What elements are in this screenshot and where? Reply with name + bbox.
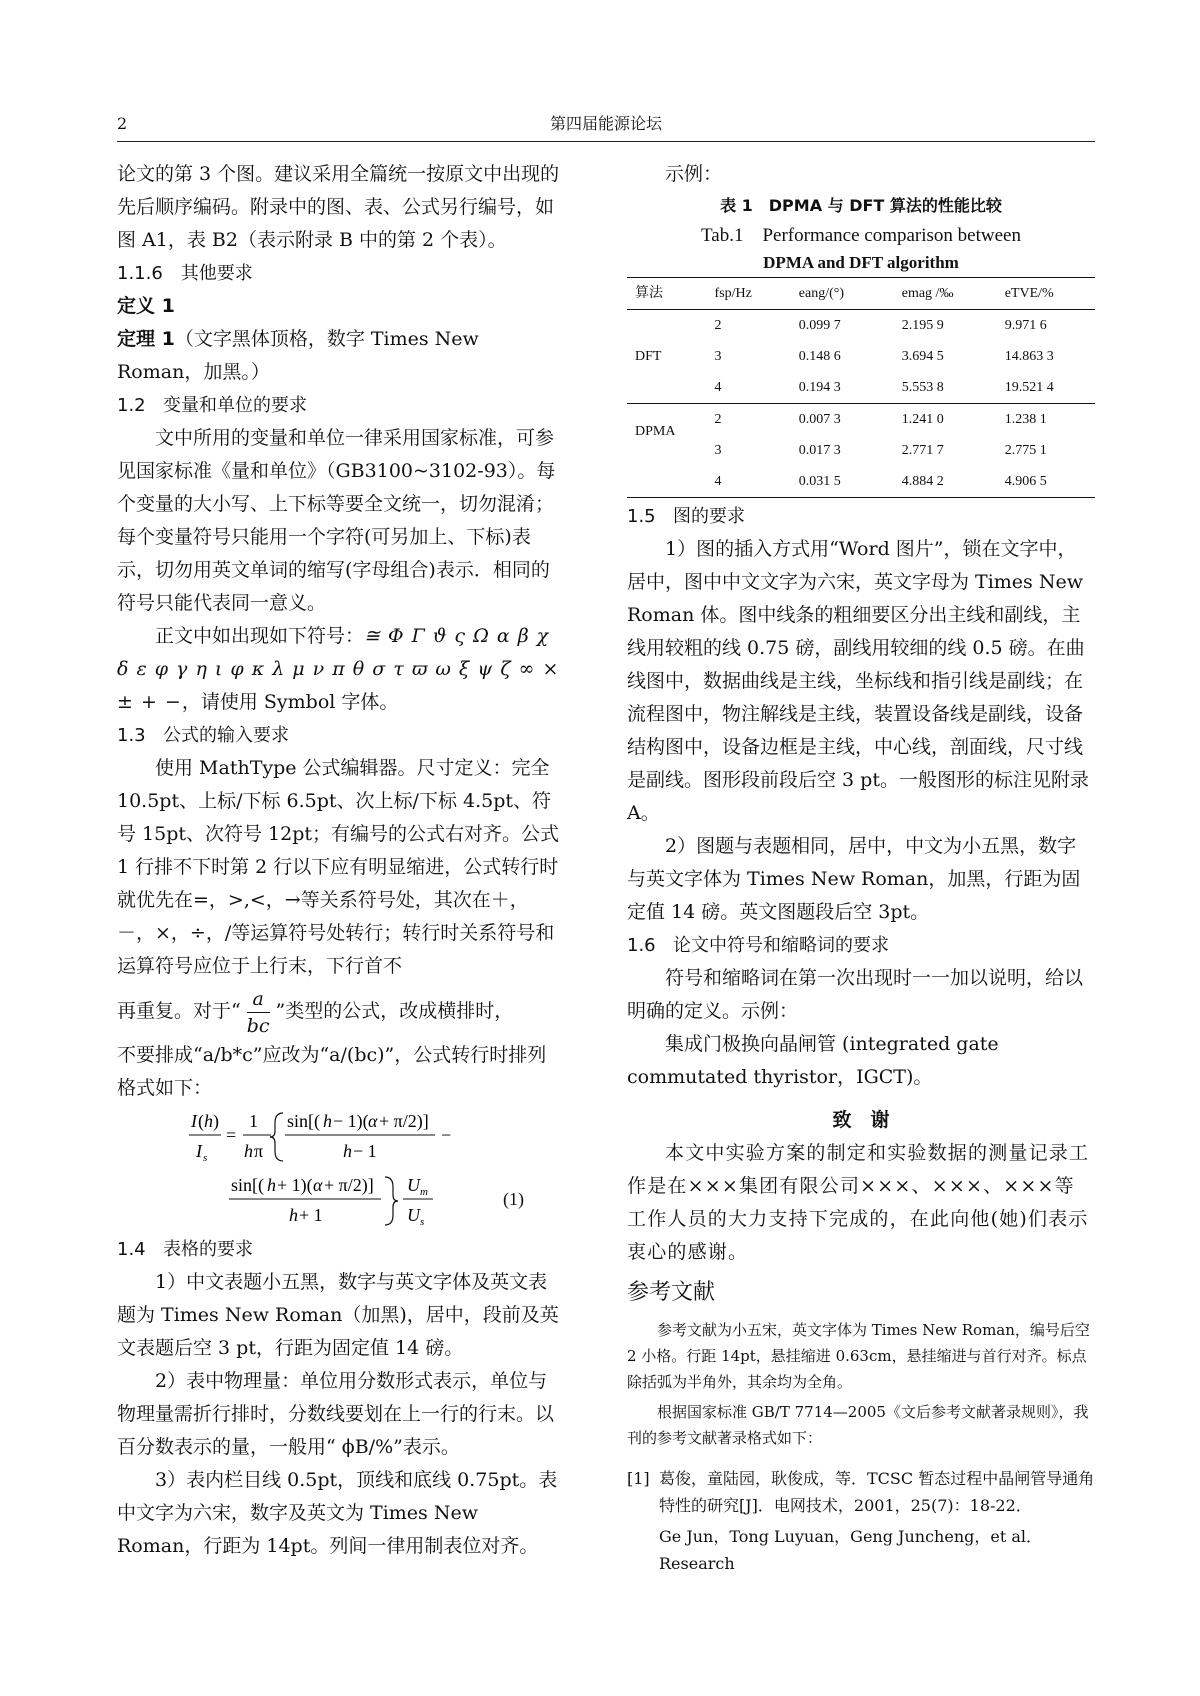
svg-text:− 1)(: − 1)( bbox=[333, 1111, 369, 1131]
table-cell: 4.884 2 bbox=[894, 466, 997, 498]
paragraph: 使用 MathType 公式编辑器。尺寸定义：完全 10.5pt、上标/下标 6.5pt、次上标/下标 4.5pt、符号 15pt、次符号 12pt；有编号的公式右对齐。公式 1 行排不下时第 2 行以下应有明显缩进，公式转行时就优先在=，>,<，→等关系符号处，其次在＋，－，×，÷，/等运算符号处转行；转行时关系符号和运算符号应位于上行末，下行首不 bbox=[117, 757, 560, 977]
table-cell: 0.148 6 bbox=[798, 349, 841, 364]
table-cell-group: DFT bbox=[627, 310, 707, 404]
fraction-paragraph bbox=[117, 983, 564, 1039]
paragraph: 集成门极换向晶闸管 (integrated gate commutated thyristor，IGCT)。 bbox=[627, 1033, 999, 1088]
table-cell: 19.521 4 bbox=[997, 372, 1095, 404]
table-cell: 4.906 5 bbox=[997, 466, 1095, 498]
table-row bbox=[627, 404, 1095, 436]
svg-text:sin[(: sin[( bbox=[231, 1175, 264, 1195]
equation-number: (1) bbox=[503, 1189, 524, 1209]
svg-text:+ 1: + 1 bbox=[299, 1205, 323, 1225]
theorem-text: （文字黑体顶格，数字 Times New Roman，加黑。） bbox=[117, 328, 479, 383]
table-caption-en-2: DPMA and DFT algorithm bbox=[763, 253, 959, 272]
section-title: 论文中符号和缩略词的要求 bbox=[673, 935, 889, 956]
references-note: 参考文献为小五宋，英文字体为 Times New Roman，编号后空 2 小格。行距 14pt，悬挂缩进 0.63cm，悬挂缩进与首行对齐。标点除括弧为半角外，其余均为全角。 bbox=[627, 1321, 1090, 1391]
svg-text:m: m bbox=[420, 1186, 428, 1198]
reference-text: 葛俊，童陆园，耿俊成，等．TCSC 暂态过程中晶闸管导通角特性的研究[J]．电网技术，2001，25(7)：18-22． bbox=[659, 1469, 1095, 1515]
paragraph: 不要排成“a/b*c”应改为“a/(bc)”，公式转行时排列格式如下： bbox=[117, 1044, 547, 1099]
svg-text:U: U bbox=[407, 1175, 420, 1195]
table-cell-group: DPMA bbox=[627, 404, 707, 498]
table-cell: 2 bbox=[714, 318, 722, 333]
reference-item bbox=[627, 1465, 1095, 1519]
acknowledgement-title: 致 谢 bbox=[832, 1109, 890, 1131]
equation-graphic bbox=[117, 1105, 564, 1233]
left-column bbox=[117, 158, 564, 1563]
table-cell: 0.007 3 bbox=[798, 412, 841, 427]
table-cell: 3 bbox=[714, 349, 722, 364]
text: ，请使用 Symbol 字体。 bbox=[181, 691, 399, 713]
equation-1 bbox=[117, 1105, 564, 1233]
svg-text:1: 1 bbox=[249, 1111, 258, 1131]
text: 正文中如出现如下符号： bbox=[155, 625, 365, 647]
table-header: emag /‰ bbox=[894, 278, 997, 310]
reference-number: [1] bbox=[627, 1469, 650, 1488]
svg-text:+ 1)(: + 1)( bbox=[277, 1175, 313, 1195]
paragraph: 文中所用的变量和单位一律采用国家标准，可参见国家标准《量和单位》（GB3100~3102-93）。每个变量的大小写、上下标等要全文统一，切勿混淆；每个变量符号只能用一个字符(可另加上、下标)表示，切勿用英文单词的缩写(字母组合)表示．相同的符号只能代表同一意义。 bbox=[117, 427, 556, 614]
table-cell: 2.775 1 bbox=[1004, 443, 1047, 458]
svg-text:h: h bbox=[244, 1141, 253, 1161]
svg-text:h: h bbox=[323, 1111, 332, 1131]
table-caption-cn: 表 1 DPMA 与 DFT 算法的性能比较 bbox=[720, 196, 1002, 215]
paragraph: 3）表内栏目线 0.5pt，顶线和底线 0.75pt。表中文字为六宋，数字及英文为 Times New Roman，行距为 14pt。列间一律用制表位对齐。 bbox=[117, 1469, 558, 1557]
theorem-label: 定理 1 bbox=[117, 328, 175, 350]
reference-item-en bbox=[627, 1523, 1095, 1577]
svg-text:(: ( bbox=[198, 1111, 204, 1131]
paragraph: 2）图题与表题相同，居中，中文为小五黑，数字与英文字体为 Times New Roman，加黑，行距为固定值 14 磅。英文图题段后空 3pt。 bbox=[627, 835, 1081, 923]
table-header: eTVE/% bbox=[997, 278, 1095, 310]
svg-text:h: h bbox=[267, 1175, 276, 1195]
fraction-numerator: a bbox=[247, 986, 270, 1013]
svg-text:−: − bbox=[441, 1125, 452, 1145]
paragraph: 1）图的插入方式用“Word 图片”，锁在文字中，居中，图中中文文字为六宋，英文字母为 Times New Roman 体。图中线条的粗细要区分出主线和副线，主线用较粗的线 0.75 磅，副线用较细的线 0.5 磅。在曲线图中，数据曲线是主线，坐标线和指引线是副线；在流程图中，物注解线是主线，装置设备线是副线，设备结构图中，设备边框是主线，中心线，剖面线，尺寸线是副线。图形段前段后空 3 pt。一般图形的标注见附录 A。 bbox=[627, 538, 1089, 824]
section-title: 公式的输入要求 bbox=[163, 725, 289, 746]
section-number: 1.2 bbox=[117, 395, 146, 416]
theorem-paragraph bbox=[117, 323, 564, 389]
page-number: 2 bbox=[117, 114, 128, 133]
svg-text:U: U bbox=[407, 1205, 420, 1225]
fraction-denominator: bc bbox=[246, 1014, 270, 1037]
table-cell: 9.971 6 bbox=[1004, 318, 1047, 333]
svg-text:− 1: − 1 bbox=[353, 1141, 377, 1161]
references-note: 根据国家标准 GB/T 7714—2005《文后参考文献著录规则》，我刊的参考文献著录格式如下： bbox=[627, 1403, 1089, 1447]
section-heading-1-3 bbox=[117, 719, 564, 752]
svg-text:): ) bbox=[213, 1111, 219, 1131]
table-cell: 2.771 7 bbox=[901, 443, 944, 458]
svg-text:h: h bbox=[204, 1111, 213, 1131]
svg-text:s: s bbox=[203, 1152, 208, 1164]
table-cell: 1.241 0 bbox=[901, 412, 944, 427]
svg-text:+ π/2)]: + π/2)] bbox=[324, 1175, 374, 1195]
section-heading-1-1-6: 1.1.6 其他要求 bbox=[117, 263, 253, 284]
table-cell: 4 bbox=[707, 466, 791, 498]
table-row bbox=[627, 310, 1095, 342]
paragraph: 1）中文表题小五黑，数字与英文字体及英文表题为 Times New Roman（加黑)，居中，段前及英文表题后空 3 pt，行距为固定值 14 磅。 bbox=[117, 1271, 559, 1359]
table-header: eang/(°) bbox=[791, 278, 894, 310]
reference-text-en: Ge Jun，Tong Luyuan，Geng Juncheng，et al．Research bbox=[659, 1527, 1043, 1573]
paragraph: 论文的第 3 个图。建议采用全篇统一按原文中出现的先后顺序编码。附录中的图、表、公式另行编号，如图 A1，表 B2（表示附录 B 中的第 2 个表）。 bbox=[117, 163, 560, 251]
table-cell: 3.694 5 bbox=[901, 349, 944, 364]
section-number: 1.5 bbox=[627, 506, 656, 527]
text: ”类型的公式，改成横排时， bbox=[275, 1000, 514, 1022]
table-cell: 2.195 9 bbox=[901, 318, 944, 333]
table-cell: 0.031 5 bbox=[791, 466, 894, 498]
table-header: fsp/Hz bbox=[707, 278, 791, 310]
paragraph: 2）表中物理量：单位用分数形式表示，单位与物理量需折行排时，分数线要划在上一行的行末。以百分数表示的量，一般用“ ϕB/%”表示。 bbox=[117, 1370, 555, 1458]
table-cell: 0.194 3 bbox=[791, 372, 894, 404]
table-cell: 2 bbox=[714, 412, 722, 427]
journal-title: 第四届能源论坛 bbox=[549, 114, 662, 133]
symbols-paragraph bbox=[117, 620, 564, 719]
table-cell: 1.238 1 bbox=[1004, 412, 1047, 427]
table-header-row bbox=[627, 278, 1095, 310]
inline-fraction bbox=[247, 986, 270, 1039]
svg-text:π: π bbox=[254, 1141, 264, 1161]
section-number: 1.6 bbox=[627, 935, 656, 956]
definition-label: 定义 1 bbox=[117, 295, 175, 317]
section-heading-1-5 bbox=[627, 500, 1095, 533]
svg-text:h: h bbox=[343, 1141, 352, 1161]
svg-text:sin[(: sin[( bbox=[287, 1111, 320, 1131]
section-number: 1.4 bbox=[117, 1239, 146, 1260]
section-heading-1-4 bbox=[117, 1233, 564, 1266]
references-title: 参考文献 bbox=[627, 1280, 716, 1305]
table-cell: 14.863 3 bbox=[1004, 349, 1054, 364]
right-column bbox=[627, 158, 1095, 1577]
svg-text:h: h bbox=[289, 1205, 298, 1225]
svg-text:+ π/2)]: + π/2)] bbox=[379, 1111, 429, 1131]
paragraph: 符号和缩略词在第一次出现时一一加以说明，给以明确的定义。示例： bbox=[627, 967, 1084, 1022]
table-cell: 4 bbox=[707, 372, 791, 404]
svg-text:I: I bbox=[191, 1111, 197, 1131]
table-caption-en: Tab.1 Performance comparison between bbox=[701, 225, 1021, 246]
section-number: 1.3 bbox=[117, 725, 146, 746]
table-cell: 5.553 8 bbox=[894, 372, 997, 404]
acknowledgement-text: 本文中实验方案的制定和实验数据的测量记录工作是在×××集团有限公司×××、×××、×××等工作人员的大力支持下完成的，在此向他(她)们表示衷心的感谢。 bbox=[627, 1142, 1090, 1263]
section-heading-1-6 bbox=[627, 929, 1095, 962]
page-header bbox=[117, 112, 1095, 142]
section-title: 表格的要求 bbox=[163, 1239, 253, 1260]
table-header: 算法 bbox=[627, 278, 707, 310]
text: 再重复。对于“ bbox=[117, 1000, 241, 1022]
svg-text:=: = bbox=[226, 1125, 237, 1145]
table-cell: 0.017 3 bbox=[798, 443, 841, 458]
section-heading-1-2 bbox=[117, 389, 564, 422]
svg-text:α: α bbox=[368, 1111, 378, 1131]
svg-text:I: I bbox=[196, 1141, 202, 1161]
section-title: 变量和单位的要求 bbox=[163, 395, 307, 416]
performance-table bbox=[627, 277, 1095, 498]
table-cell: 3 bbox=[714, 443, 722, 458]
table-cell: 0.099 7 bbox=[798, 318, 841, 333]
svg-text:s: s bbox=[420, 1216, 425, 1228]
svg-text:α: α bbox=[313, 1175, 323, 1195]
example-label: 示例： bbox=[665, 163, 723, 185]
greek-symbols: ≅ Φ Γ ϑ ς Ω α β χ δ ε φ γ η ι φ κ λ μ ν π θ σ τ ϖ ω ξ ψ ζ ∞ × ± + − bbox=[117, 625, 560, 713]
section-title: 图的要求 bbox=[673, 506, 745, 527]
